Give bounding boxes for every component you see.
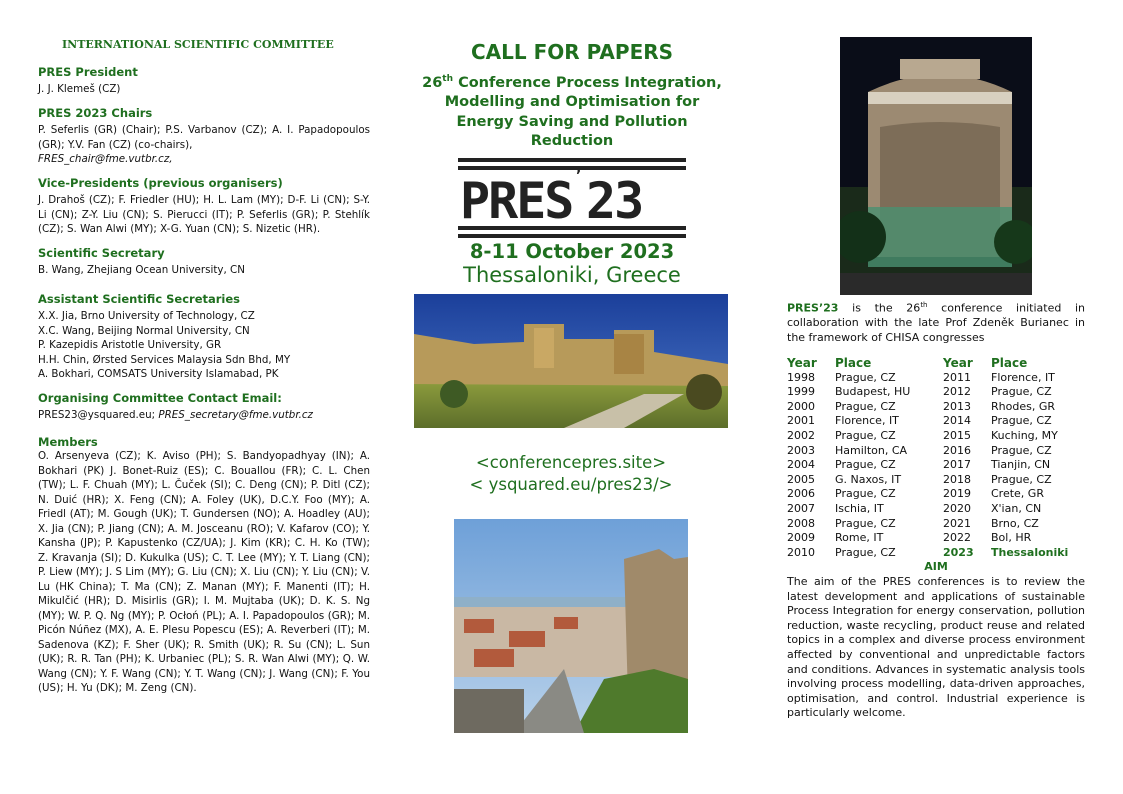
intro-paragraph: PRES’23 is the 26th conference initiated in collaboration with the late Prof Zdeněk Burianec in the framework of CHISA congresses: [787, 301, 1086, 344]
conference-site-link[interactable]: <conferencepres.site>: [475, 453, 667, 472]
table-row: [787, 414, 1068, 429]
section-text: J. Drahoš (CZ); F. Friedler (HU); H. L. Lam (MY); D-F. Li (CN); S-Y. Li (CN); Z-Y. Liu (CN); S. Pierucci (IT); P. Seferlis (GR); P. Stehlík (CZ); S. Wan Alwi (MY); X-G. Yuan (CN); S. Nizetic (HR).: [38, 194, 370, 235]
table-row: [787, 371, 1068, 386]
conference-location: Thessaloniki, Greece: [463, 262, 681, 287]
place-cell: Prague, CZ: [835, 399, 896, 413]
pres23-logo: [458, 158, 686, 238]
table-header: Year Place Year Place: [787, 356, 1028, 370]
svg-text:PRES: PRES: [460, 171, 573, 230]
year-cell: 2017: [943, 458, 971, 472]
history-table: [787, 356, 1068, 560]
contact-email[interactable]: PRES23@ysquared.eu;: [38, 409, 156, 421]
place-cell: Prague, CZ: [835, 487, 896, 501]
section-title: Organising Committee Contact Email:: [38, 390, 282, 405]
place-cell: Prague, CZ: [991, 443, 1052, 457]
place-cell: Prague, CZ: [991, 414, 1052, 428]
place-cell: Crete, GR: [991, 487, 1044, 501]
vice-presidents-section: [38, 176, 370, 237]
year-cell: 2013: [943, 399, 971, 413]
year-cell: 2023: [943, 545, 974, 559]
committee-column: [38, 0, 370, 696]
place-cell: Thessaloniki: [991, 545, 1069, 559]
year-cell: 2021: [943, 516, 971, 530]
year-cell: 1998: [787, 370, 815, 384]
assistant-secretaries-section: [38, 292, 370, 382]
section-text: B. Wang, Zhejiang Ocean University, CN: [38, 264, 245, 276]
section-text: P. Seferlis (GR) (Chair); P.S. Varbanov (CZ); A. I. Papadopoulos (GR); Y.V. Fan (CZ) (co-chairs), FRES_chair@fme.vutbr.cz,: [38, 124, 370, 165]
place-cell: Rhodes, GR: [991, 399, 1055, 413]
table-row: [787, 517, 1068, 532]
year-cell: 2012: [943, 385, 971, 399]
title-column: [414, 0, 730, 494]
section-title: Scientific Secretary: [38, 245, 165, 260]
table-row: [787, 400, 1068, 415]
year-cell: 2007: [787, 501, 815, 515]
place-cell: Hamilton, CA: [835, 443, 908, 457]
place-cell: Florence, IT: [835, 414, 899, 428]
table-row: [787, 531, 1068, 546]
contact-section: [38, 391, 370, 423]
year-cell: 2008: [787, 516, 815, 530]
section-title: Assistant Scientific Secretaries: [38, 291, 241, 306]
conference-dates: 8-11 October 2023: [469, 239, 675, 263]
table-row: [787, 385, 1068, 400]
table-row: [787, 502, 1068, 517]
call-for-papers-title: CALL FOR PAPERS: [470, 40, 674, 64]
place-cell: Rome, IT: [835, 531, 884, 545]
place-cell: G. Naxos, IT: [835, 472, 902, 486]
section-text: J. J. Klemeš (CZ): [38, 83, 121, 95]
city-view-photo: [454, 519, 688, 733]
place-cell: Prague, CZ: [835, 458, 896, 472]
place-cell: Prague, CZ: [835, 516, 896, 530]
section-title: Members: [38, 434, 98, 449]
year-cell: 2019: [943, 487, 971, 501]
year-cell: 2022: [943, 531, 971, 545]
table-row: [787, 429, 1068, 444]
place-cell: Kuching, MY: [991, 428, 1058, 442]
year-cell: 2004: [787, 458, 815, 472]
year-cell: 2005: [787, 472, 815, 486]
year-cell: 2000: [787, 399, 815, 413]
place-cell: Bol, HR: [991, 531, 1032, 545]
svg-text:23: 23: [586, 171, 643, 230]
section-text: X.X. Jia, Brno University of Technology, CZ X.C. Wang, Beijing Normal University, CN P. Kazepidis Aristotle University, GR H.H. Chin, Ørsted Services Malaysia Sdn Bhd, MY A. Bokhari, COMSATS University Islamabad, PK: [38, 310, 291, 380]
table-row: [787, 444, 1068, 459]
year-cell: 2006: [787, 487, 815, 501]
place-cell: Prague, CZ: [991, 385, 1052, 399]
year-cell: 2014: [943, 414, 971, 428]
aim-paragraph: The aim of the PRES conferences is to review the latest development and applications of sustainable Process Integration for energy conservation, pollution reduction, waste recycling, product reuse and related topics in a complex and diverse process environment affected by conventional and unpredictable factors and conditions. Advances in systematic analysis tools involving process modelling, data-driven approaches, optimisation, and control. Industrial experience is particularly welcome.: [787, 575, 1085, 720]
place-cell: Tianjin, CN: [991, 458, 1051, 472]
table-row: [787, 473, 1068, 488]
place-cell: Budapest, HU: [835, 385, 911, 399]
place-cell: Brno, CZ: [991, 516, 1039, 530]
year-cell: 1999: [787, 385, 815, 399]
links-block: [414, 452, 728, 496]
committee-heading: INTERNATIONAL SCIENTIFIC COMMITTEE: [62, 38, 334, 51]
table-row: [787, 546, 1068, 561]
svg-text:’: ’: [576, 167, 582, 184]
year-cell: 2003: [787, 443, 815, 457]
chairs-email: FRES_chair@fme.vutbr.cz,: [38, 153, 173, 165]
year-cell: 2009: [787, 531, 815, 545]
year-cell: 2001: [787, 414, 815, 428]
year-cell: 2011: [943, 370, 971, 384]
aim-title: AIM: [924, 560, 948, 573]
table-row: [787, 458, 1068, 473]
members-section: [38, 435, 370, 696]
year-cell: 2016: [943, 443, 971, 457]
year-cell: 2018: [943, 472, 971, 486]
section-text: [38, 408, 370, 423]
secretary-email[interactable]: PRES_secretary@fme.vutbr.cz: [158, 409, 313, 421]
place-cell: Prague, CZ: [835, 545, 896, 559]
section-title: Vice-Presidents (previous organisers): [38, 175, 283, 190]
members-list: O. Arsenyeva (CZ); K. Aviso (PH); S. Bandyopadhyay (IN); A. Bokhari (PK) J. Bonet-Ruiz (ES); C. Bouallou (FR); C. L. Chen (TW); L. F. Chuah (MY); L. Čuček (SI); C. Deng (CN); P. Ditl (CZ); N. Duić (HR); X. Feng (CN); A. Foley (UK), D.C.Y. Foo (MY); A. Friedl (AT); M. Gough (UK); T. Gundersen (NO); A. Hoadley (AU); X. Jia (CN); P. Jiang (CN); A. M. Josceanu (RO); V. Kafarov (CO); Y. Kansha (JP); P. Kapustenko (CZ/UA); J. Kim (KR); C. H. Ko (TW); Z. Kravanja (SI); D. Kukulka (US); C. T. Lee (MY); Y. T. Liang (CN); P. Liew (MY); J. S Lim (MY); G. Liu (CN); X. Liu (CN); Y. Liu (CN); V. Lu (HK China); T. Ma (CN); Z. Manan (MY); F. Manenti (IT); H. Mikulčić (HR); D. Misirlis (GR); I. M. Mujtaba (UK); D. K. S. Ng (MY); W. P. Q. Ng (MY); P. Ocłoń (PL); A. I. Papadopoulos (GR); M. Picón Núñez (MX), A. E. Plesu Popescu (ES); A. Reverberi (IT); M. Sadenova (KZ); F. Sher (UK); R. Smith (UK); R. Su (CN); L. Sun (UK); R. R. Tan (PH); K. Urbaniec (PL); S. R. Wan Alwi (MY); Q. W. Wang (CN); Y. F. Wang (CN); Y. T. Wang (CN); J. Wang (CN); F. You (US); H. Yu (DK); M. Zeng (CN).: [38, 450, 370, 694]
place-cell: X'ian, CN: [991, 501, 1042, 515]
chairs-section: [38, 106, 370, 167]
ysquared-link[interactable]: < ysquared.eu/pres23/>: [469, 475, 673, 494]
section-title: PRES 2023 Chairs: [38, 105, 153, 120]
year-cell: 2010: [787, 545, 815, 559]
section-title: PRES President: [38, 64, 138, 79]
place-cell: Prague, CZ: [835, 370, 896, 384]
conference-title: 26th Conference Process Integration, Modelling and Optimisation for Energy Saving and Pollution Reduction: [422, 74, 722, 150]
place-cell: Florence, IT: [991, 370, 1055, 384]
president-section: [38, 65, 370, 97]
year-cell: 2002: [787, 428, 815, 442]
year-cell: 2020: [943, 501, 971, 515]
place-cell: Prague, CZ: [835, 428, 896, 442]
place-cell: Ischia, IT: [835, 501, 884, 515]
scientific-secretary-section: [38, 246, 370, 278]
fortress-photo: [414, 294, 728, 428]
place-cell: Prague, CZ: [991, 472, 1052, 486]
table-row: [787, 487, 1068, 502]
white-tower-photo: [840, 37, 1032, 295]
year-cell: 2015: [943, 428, 971, 442]
